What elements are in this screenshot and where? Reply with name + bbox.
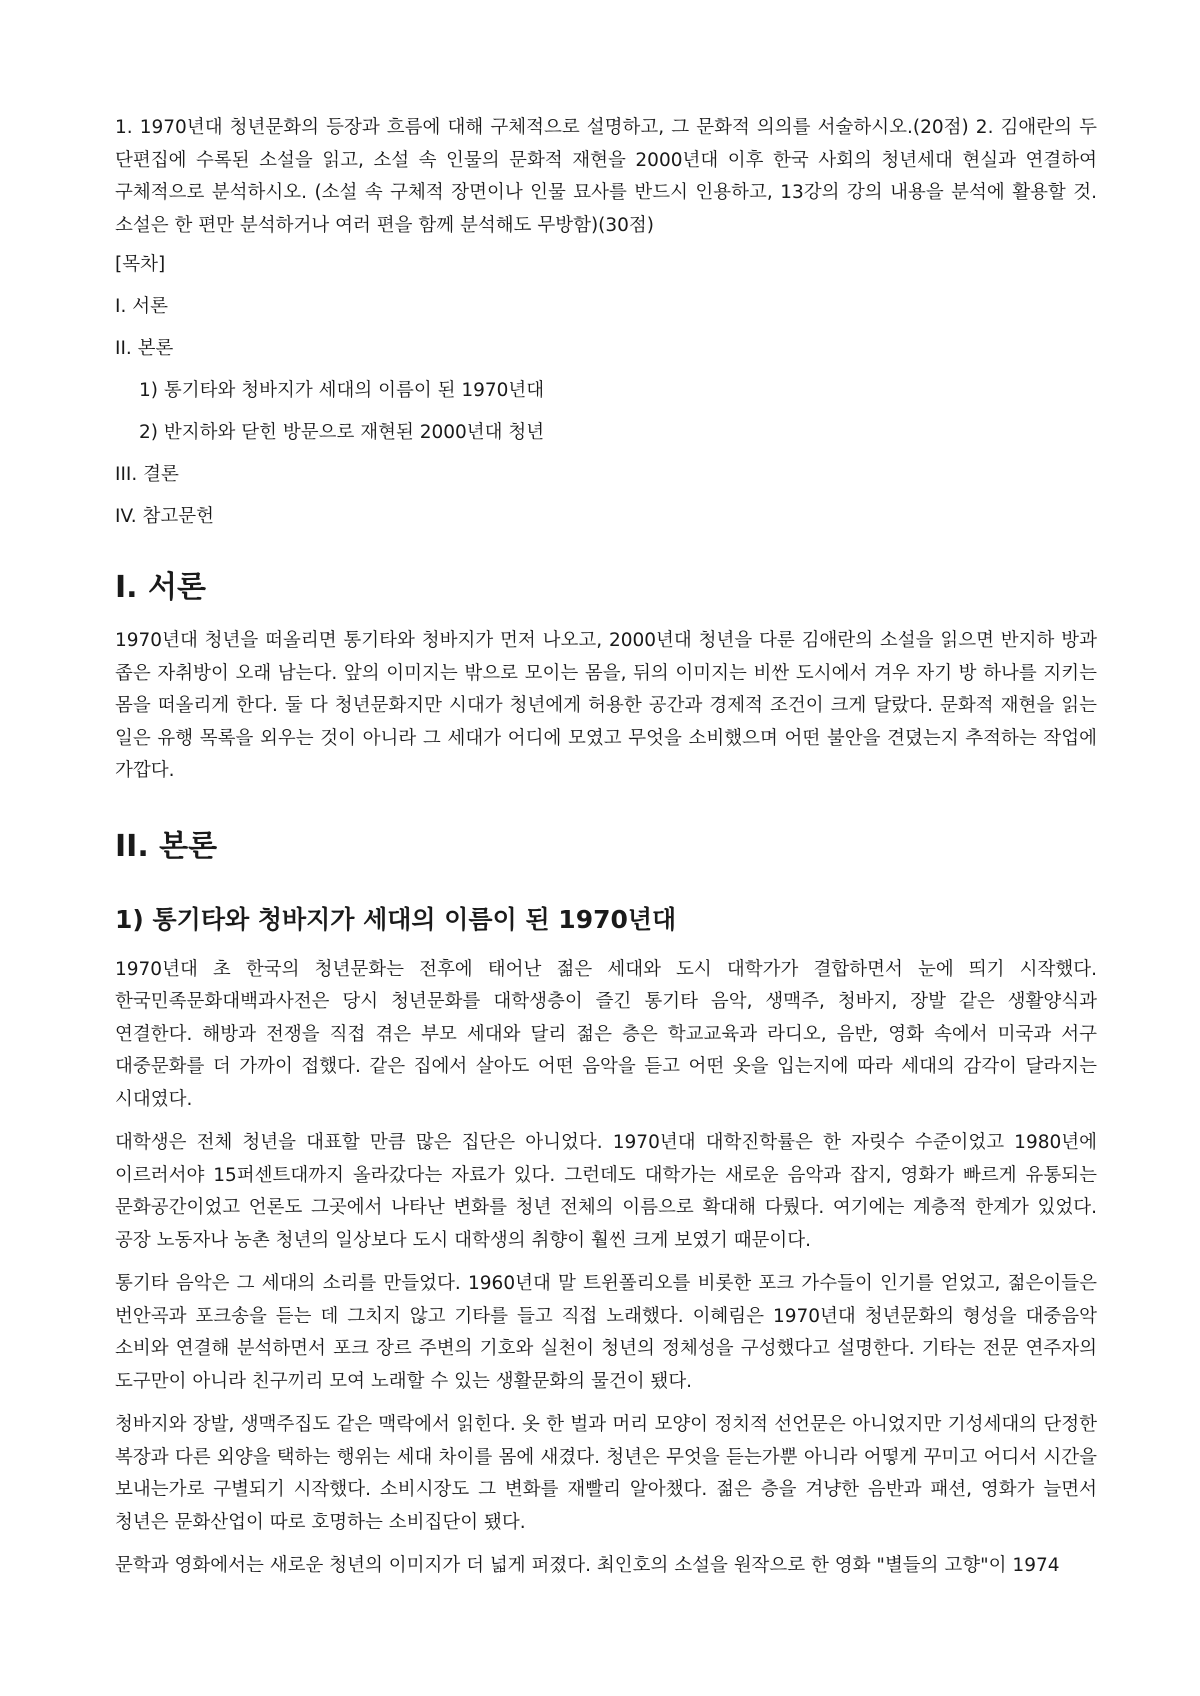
subsection-heading-1970s: 1) 통기타와 청바지가 세대의 이름이 된 1970년대 [115, 904, 677, 934]
toc-item-conclusion: III. 결론 [115, 464, 179, 485]
table-of-contents [115, 253, 1097, 529]
assignment-question: 1. 1970년대 청년문화의 등장과 흐름에 대해 구체적으로 설명하고, 그 문화적 의의를 서술하시오.(20점) 2. 김애란의 두 단편집에 수록된 소설을 읽고, 소설 속 인물의 문화적 재현을 2000년대 이후 한국 사회의 청년세대 현실과 연결하여 구체적으로 분석하시오. (소설 속 구체적 장면이나 인물 묘사를 반드시 인용하고, 13강의 강의 내용을 분석에 활용할 것. 소설은 한 편만 분석하거나 여러 편을 함께 분석해도 무방함)(30점) [115, 117, 1097, 236]
body-paragraph: 1970년대 초 한국의 청년문화는 전후에 태어난 젊은 세대와 도시 대학가가 결합하면서 눈에 띄기 시작했다. 한국민족문화대백과사전은 당시 청년문화를 대학생층이 즐긴 통기타 음악, 생맥주, 청바지, 장발 같은 생활양식과 연결한다. 해방과 전쟁을 직접 겪은 부모 세대와 달리 젊은 층은 학교교육과 라디오, 음반, 영화 속에서 미국과 서구 대중문화를 더 가까이 접했다. 같은 집에서 살아도 어떤 음악을 듣고 어떤 옷을 입는지에 따라 세대의 감각이 달라지는 시대였다. [115, 958, 1097, 1110]
body-paragraph: 통기타 음악은 그 세대의 소리를 만들었다. 1960년대 말 트윈폴리오를 비롯한 포크 가수들이 인기를 얻었고, 젊은이들은 번안곡과 포크송을 듣는 데 그치지 않고 기타를 들고 직접 노래했다. 이혜림은 1970년대 청년문화의 형성을 대중음악 소비와 연결해 분석하면서 포크 장르 주변의 기호와 실천이 청년의 정체성을 구성했다고 설명한다. 기타는 전문 연주자의 도구만이 아니라 친구끼리 모여 노래할 수 있는 생활문화의 물건이 됐다. [115, 1273, 1097, 1392]
section-heading-body: II. 본론 [115, 828, 218, 864]
toc-item-introduction: I. 서론 [115, 296, 168, 317]
toc-heading: [목차] [115, 254, 166, 275]
introduction-paragraph: 1970년대 청년을 떠올리면 통기타와 청바지가 먼저 나오고, 2000년대 청년을 다룬 김애란의 소설을 읽으면 반지하 방과 좁은 자취방이 오래 남는다. 앞의 이미지는 밖으로 모이는 몸을, 뒤의 이미지는 비싼 도시에서 겨우 자기 방 하나를 지키는 몸을 떠올리게 한다. 둘 다 청년문화지만 시대가 청년에게 허용한 공간과 경제적 조건이 크게 달랐다. 문화적 재현을 읽는 일은 유행 목록을 외우는 것이 아니라 그 세대가 어디에 모였고 무엇을 소비했으며 어떤 불안을 견뎠는지 추적하는 작업에 가깝다. [115, 630, 1097, 781]
toc-subitem-2000s: 2) 반지하와 닫힌 방문으로 재현된 2000년대 청년 [139, 422, 545, 443]
toc-subitem-1970s: 1) 통기타와 청바지가 세대의 이름이 된 1970년대 [139, 380, 545, 401]
toc-item-body: II. 본론 [115, 338, 174, 359]
body-paragraph: 대학생은 전체 청년을 대표할 만큼 많은 집단은 아니었다. 1970년대 대학진학률은 한 자릿수 수준이었고 1980년에 이르러서야 15퍼센트대까지 올라갔다는 자료가 있다. 그런데도 대학가는 새로운 음악과 잡지, 영화가 빠르게 유통되는 문화공간이었고 언론도 그곳에서 나타난 변화를 청년 전체의 이름으로 확대해 다뤘다. 여기에는 계층적 한계가 있었다. 공장 노동자나 농촌 청년의 일상보다 도시 대학생의 취향이 훨씬 크게 보였기 때문이다. [115, 1132, 1097, 1251]
body-paragraph: 청바지와 장발, 생맥주집도 같은 맥락에서 읽힌다. 옷 한 벌과 머리 모양이 정치적 선언문은 아니었지만 기성세대의 단정한 복장과 다른 외양을 택하는 행위는 세대 차이를 몸에 새겼다. 청년은 무엇을 듣는가뿐 아니라 어떻게 꾸미고 어디서 시간을 보내는가로 구별되기 시작했다. 소비시장도 그 변화를 재빨리 알아챘다. 젊은 층을 겨냥한 음반과 패션, 영화가 늘면서 청년은 문화산업이 따로 호명하는 소비집단이 됐다. [115, 1414, 1097, 1533]
section-heading-introduction: I. 서론 [115, 570, 206, 605]
document-page [115, 112, 1097, 1594]
body-paragraph: 문학과 영화에서는 새로운 청년의 이미지가 더 넓게 퍼졌다. 최인호의 소설을 원작으로 한 영화 "별들의 고향"이 1974 [115, 1555, 1060, 1576]
toc-item-references: IV. 참고문헌 [115, 506, 214, 527]
